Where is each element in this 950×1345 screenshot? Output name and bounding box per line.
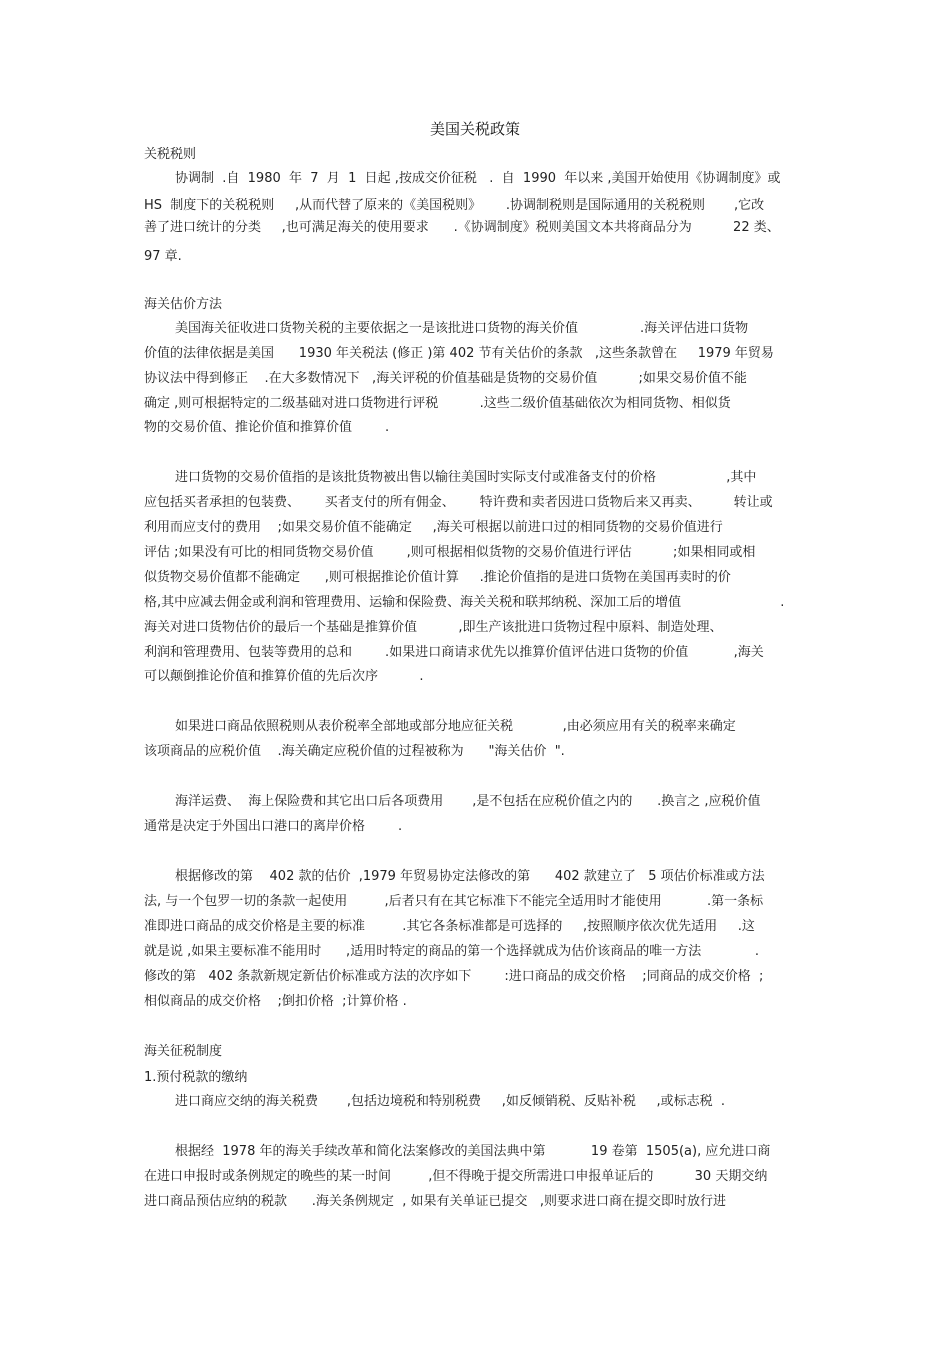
text-line: 进口商品预估应纳的税款 .海关条例规定 , 如果有关单证已提交 ,则要求进口商在提交即时放行进: [144, 1194, 726, 1209]
text-line: 相似商品的成交价格 ;倒扣价格 ;计算价格 .: [144, 994, 407, 1009]
document-title: 美国关税政策: [429, 120, 520, 138]
text-line: 进口商应交纳的海关税费 ,包括边境税和特别税费 ,如反倾销税、反贴补税 ,或标志税 .: [175, 1094, 726, 1109]
text-line: 根据修改的第 402 款的估价 ,1979 年贸易协定法修改的第 402 款建立了 5 项估价标准或方法: [175, 869, 765, 884]
text-line: 在进口申报时或条例规定的晚些的某一时间 ,但不得晚于提交所需进口申报单证后的 30 天期交纳: [144, 1169, 768, 1184]
text-line: 海关估价方法: [144, 297, 223, 312]
text-line: 价值的法律依据是美国 1930 年关税法 (修正 )第 402 节有关估价的条款 ,这些条款曾在 1979 年贸易: [144, 346, 774, 361]
text-line: 如果进口商品依照税则从表价税率全部地或部分地应征关税 ,由必须应用有关的税率来确定: [175, 719, 736, 734]
text-line: 97 章.: [144, 249, 182, 264]
text-line: 利用而应支付的费用 ;如果交易价值不能确定 ,海关可根据以前进口过的相同货物的交易价值进行: [144, 520, 723, 535]
text-line: 该项商品的应税价值 .海关确定应税价值的过程被称为 "海关估价 ".: [144, 744, 565, 759]
text-line: 1.预付税款的缴纳: [144, 1070, 248, 1085]
text-line: 善了进口统计的分类 ,也可满足海关的使用要求 .《协调制度》税则美国文本共将商品分为 22 类、: [144, 220, 780, 235]
text-line: 评估 ;如果没有可比的相同货物交易价值 ,则可根据相似货物的交易价值进行评估 ;如果相同或相: [144, 545, 756, 560]
text-line: 似货物交易价值都不能确定 ,则可根据推论价值计算 .推论价值指的是进口货物在美国再卖时的价: [144, 570, 731, 585]
text-line: 进口货物的交易价值指的是该批货物被出售以输往美国时实际支付或准备支付的价格 ,其中: [175, 470, 757, 485]
text-line: 可以颠倒推论价值和推算价值的先后次序 .: [144, 669, 424, 684]
text-line: 海关对进口货物估价的最后一个基础是推算价值 ,即生产该批进口货物过程中原料、制造处理、: [144, 620, 723, 635]
text-line: 关税税则: [144, 147, 197, 162]
text-line: 利润和管理费用、包装等费用的总和 .如果进口商请求优先以推算价值评估进口货物的价值 ,海关: [144, 645, 764, 660]
text-line: 法, 与一个包罗一切的条款一起使用 ,后者只有在其它标准下不能完全适用时才能使用 .第一条标: [144, 894, 764, 909]
text-line: 修改的第 402 条款新规定新估价标准或方法的次序如下 :进口商品的成交价格 ;同商品的成交价格 ;: [144, 969, 764, 984]
text-line: 确定 ,则可根据特定的二级基础对进口货物进行评税 .这些二级价值基础依次为相同货物、相似货: [144, 396, 731, 411]
text-line: 协议法中得到修正 .在大多数情况下 ,海关评税的价值基础是货物的交易价值 ;如果交易价值不能: [144, 371, 747, 386]
text-line: 协调制 .自 1980 年 7 月 1 日起 ,按成交价征税 . 自 1990 年以来 ,美国开始使用《协调制度》或: [175, 171, 781, 186]
text-line: HS 制度下的关税税则 ,从而代替了原来的《美国税则》 .协调制税则是国际通用的关税税则 ,它改: [144, 198, 765, 213]
text-line: 就是说 ,如果主要标准不能用时 ,适用时特定的商品的第一个选择就成为估价该商品的唯一方法 .: [144, 944, 760, 959]
text-line: 物的交易价值、推论价值和推算价值 .: [144, 420, 390, 435]
text-line: 根据经 1978 年的海关手续改革和简化法案修改的美国法典中第 19 卷第 1505(a), 应允进口商: [175, 1144, 771, 1159]
text-line: 海洋运费、 海上保险费和其它出口后各项费用 ,是不包括在应税价值之内的 .换言之 ,应税价值: [175, 794, 761, 809]
text-line: 格,其中应减去佣金或利润和管理费用、运输和保险费、海关关税和联邦纳税、深加工后的增值 .: [144, 595, 785, 610]
text-line: 通常是决定于外国出口港口的离岸价格 .: [144, 819, 403, 834]
text-line: 美国海关征收进口货物关税的主要依据之一是该批进口货物的海关价值 .海关评估进口货物: [175, 321, 749, 336]
text-line: 准即进口商品的成交价格是主要的标准 .其它各条标准都是可选择的 ,按照顺序依次优先适用 .这: [144, 919, 755, 934]
text-line: 应包括买者承担的包装费、 买者支付的所有佣金、 特许费和卖者因进口货物后来又再卖、 转让或: [144, 495, 773, 510]
text-line: 海关征税制度: [144, 1044, 223, 1059]
